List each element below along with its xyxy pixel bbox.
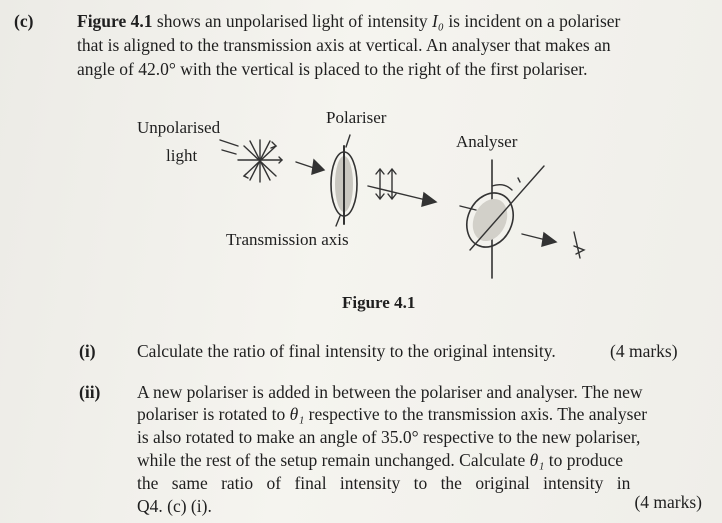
sub-ii-text-4a: while the rest of the setup remain unchanged. Calculate: [137, 450, 526, 470]
sub-ii-text-3b: respective to the new polariser,: [422, 427, 641, 447]
unpolarised-light-icon: [220, 140, 282, 182]
theta-symbol: θ₁: [289, 404, 305, 424]
angle-value-1: 42.0°: [138, 59, 176, 79]
polariser-disc-icon: [331, 135, 357, 226]
intensity-symbol: I₀: [432, 11, 444, 31]
label-analyser: Analyser: [456, 132, 518, 151]
label-light: light: [166, 146, 198, 165]
analyser-disc-icon: [458, 160, 544, 278]
arrow-to-polariser-icon: [296, 160, 324, 174]
figure-caption: Figure 4.1: [342, 293, 416, 312]
label-polariser: Polariser: [326, 108, 387, 127]
sub-ii-line-3: [137, 426, 640, 448]
sub-ii-line-1: A new polariser is added in between the polariser and analyser. The new: [137, 382, 643, 402]
angle-value-2: 35.0°: [380, 427, 419, 447]
label-unpolarised: Unpolarised: [137, 118, 221, 137]
intro-line-2: that is aligned to the transmission axis at vertical. An analyser that makes an: [77, 35, 611, 55]
sub-ii-text-3a: is also rotated to make an angle of: [137, 427, 377, 447]
polarised-light-icon: [368, 169, 436, 206]
intro-text-3a: angle of: [77, 59, 134, 79]
sub-i-marks: (4 marks): [610, 341, 678, 361]
intro-text-1: shows an unpolarised light of intensity: [156, 11, 428, 31]
intro-text-3b: with the vertical is placed to the right of the first polariser.: [180, 59, 588, 79]
sub-ii-text-2b: respective to the transmission axis. The analyser: [308, 404, 648, 424]
sub-ii-label: (ii): [79, 382, 101, 402]
sub-ii-line-4: [137, 449, 623, 471]
sub-ii-line-5: the same ratio of final intensity to the original intensity in: [137, 473, 631, 493]
label-transmission-axis: Transmission axis: [226, 230, 349, 249]
sub-ii-marks: (4 marks): [634, 492, 702, 512]
sub-i-text: Calculate the ratio of final intensity to the original intensity.: [137, 341, 556, 361]
part-label: (c): [14, 11, 34, 31]
sub-i-label: (i): [79, 341, 96, 361]
theta-symbol-2: θ₁: [529, 450, 545, 470]
arrow-out-icon: [522, 232, 584, 258]
figure-reference: Figure 4.1: [77, 11, 153, 31]
sub-ii-line-6: Q4. (c) (i).: [137, 496, 212, 516]
intro-text-1b: is incident on a polariser: [448, 11, 621, 31]
sub-ii-text-2a: polariser is rotated to: [137, 404, 286, 424]
sub-ii-text-4b: to produce: [548, 450, 624, 470]
sub-ii-line-2: [137, 403, 647, 425]
